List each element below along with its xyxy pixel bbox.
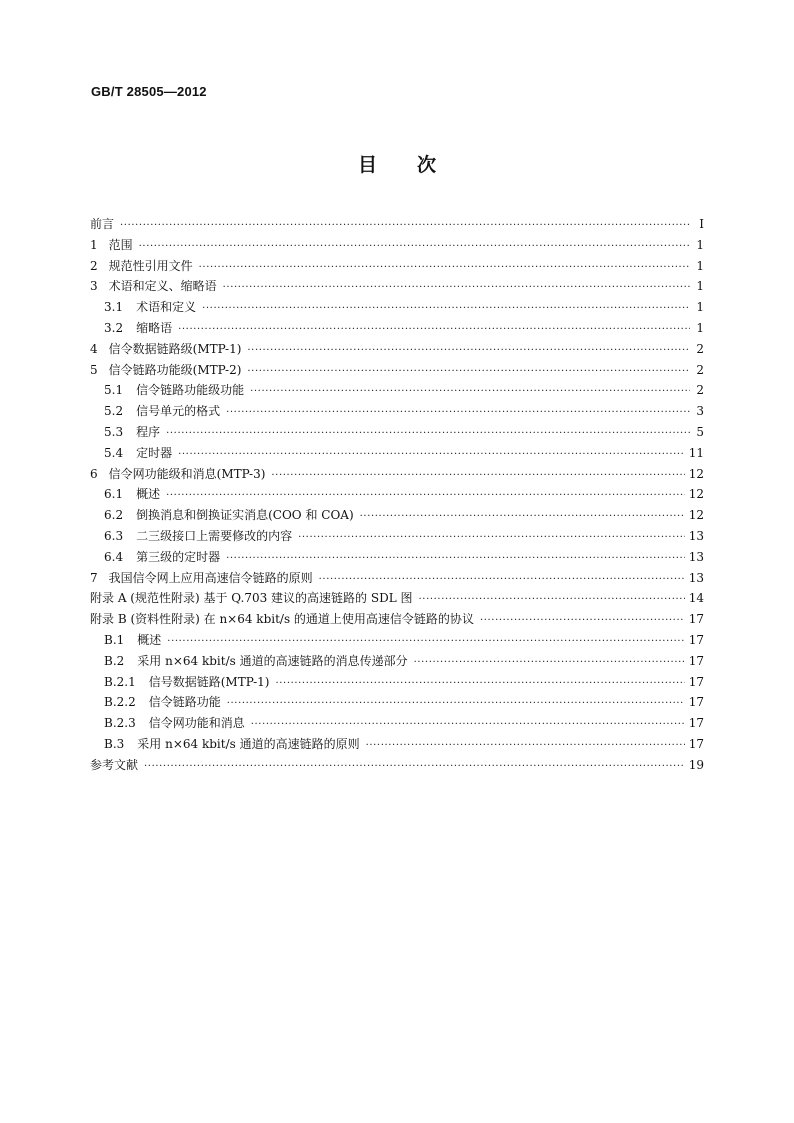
toc-dot-leader (250, 382, 690, 403)
toc-entry[interactable] (90, 422, 704, 443)
toc-entry-label: 术语和定义 (136, 300, 197, 315)
toc-dot-leader (275, 674, 684, 695)
toc-entry-page: 13 (688, 570, 704, 585)
toc-dot-leader (178, 445, 685, 466)
toc-dot-leader (166, 486, 685, 507)
toc-entry[interactable] (90, 318, 704, 339)
toc-entry[interactable] (90, 651, 704, 672)
toc-entry-page: 17 (688, 612, 704, 627)
toc-entry[interactable] (90, 443, 704, 464)
toc-entry[interactable] (90, 755, 704, 776)
toc-dot-leader (139, 237, 690, 258)
toc-entry-label: 定时器 (136, 445, 173, 460)
toc-entry-number: B.2 (104, 653, 125, 668)
toc-entry-label: 信令网功能级和消息(MTP-3) (108, 466, 266, 481)
toc-entry-page: 1 (696, 300, 704, 315)
toc-entry-label: 概述 (136, 487, 161, 502)
toc-entry-label: 信令数据链路级(MTP-1) (108, 341, 242, 356)
toc-dot-leader (167, 632, 684, 653)
toc-dot-leader (247, 362, 690, 383)
toc-entry-label: 信令链路功能级功能 (136, 383, 245, 398)
toc-entry-number: 5.4 (104, 445, 124, 460)
toc-entry-page: 1 (696, 258, 704, 273)
toc-entry-page: 1 (696, 279, 704, 294)
toc-entry-page: 17 (688, 632, 704, 647)
toc-entry-number: 2 (90, 258, 98, 273)
toc-entry[interactable] (90, 360, 704, 381)
toc-entry[interactable] (90, 276, 704, 297)
toc-dot-leader (223, 278, 690, 299)
toc-entry-page: 1 (696, 237, 704, 252)
toc-dot-leader (226, 549, 685, 570)
toc-dot-leader (199, 258, 690, 279)
toc-entry[interactable] (90, 526, 704, 547)
toc-entry-label: 信号单元的格式 (136, 404, 221, 419)
toc-entry-page: 5 (696, 424, 704, 439)
toc-entry[interactable] (90, 588, 704, 609)
toc-entry[interactable] (90, 692, 704, 713)
toc-entry[interactable] (90, 713, 704, 734)
toc-entry-page: 1 (696, 320, 704, 335)
toc-entry-page: 17 (688, 736, 704, 751)
toc-dot-leader (271, 466, 684, 487)
toc-dot-leader (178, 320, 690, 341)
toc-entry[interactable] (90, 297, 704, 318)
toc-dot-leader (360, 507, 685, 528)
toc-entry[interactable] (90, 484, 704, 505)
toc-entry-number: 3 (90, 279, 98, 294)
toc-dot-leader (226, 403, 690, 424)
toc-entry-number: 6.3 (104, 528, 124, 543)
toc-entry-label: 附录 B (资料性附录) 在 n×64 kbit/s 的通道上使用高速信令链路的协议 (90, 612, 474, 627)
toc-entry-number: 5 (90, 362, 98, 377)
toc-entry-label: 规范性引用文件 (108, 258, 193, 273)
toc-entry[interactable] (90, 339, 704, 360)
toc-dot-leader (480, 611, 685, 632)
toc-entry-number: 5.3 (104, 424, 124, 439)
toc-entry[interactable] (90, 547, 704, 568)
toc-entry-label: 术语和定义、缩略语 (108, 279, 217, 294)
toc-entry-page: 2 (696, 362, 704, 377)
toc-dot-leader (166, 424, 690, 445)
toc-entry-number: 3.2 (104, 320, 124, 335)
toc-entry-number: 4 (90, 341, 98, 356)
toc-entry[interactable] (90, 256, 704, 277)
toc-entry-page: 19 (688, 757, 704, 772)
standard-number: GB/T 28505—2012 (91, 84, 207, 99)
toc-entry-number: 6.1 (104, 487, 124, 502)
toc-entry[interactable] (90, 505, 704, 526)
toc-entry-page: 11 (688, 445, 704, 460)
toc-entry-label: 第三级的定时器 (136, 549, 221, 564)
toc-entry-number: 6 (90, 466, 98, 481)
toc-entry-number: B.2.2 (104, 695, 136, 710)
toc-entry-page: 14 (688, 591, 704, 606)
toc-entry-label: 参考文献 (90, 757, 139, 772)
toc-entry-label: 前言 (90, 217, 115, 231)
toc-dot-leader (202, 299, 690, 320)
toc-entry[interactable] (90, 464, 704, 485)
toc-entry-number: B.2.1 (104, 674, 136, 689)
toc-entry[interactable] (90, 734, 704, 755)
toc-entry-page: 3 (696, 404, 704, 419)
toc-dot-leader (419, 590, 685, 611)
toc-dot-leader (227, 694, 685, 715)
toc-entry-label: 信令链路功能 (148, 695, 221, 710)
toc-dot-leader (144, 757, 685, 778)
toc-entry-label: 采用 n×64 kbit/s 通道的高速链路的消息传递部分 (137, 653, 408, 668)
toc-entry[interactable] (90, 630, 704, 651)
toc-entry[interactable] (90, 401, 704, 422)
toc-entry-label: 程序 (136, 424, 161, 439)
toc-dot-leader (247, 341, 690, 362)
toc-entry-number: 3.1 (104, 300, 124, 315)
toc-entry-page: 12 (688, 508, 704, 523)
toc-entry-page: 2 (696, 383, 704, 398)
toc-entry[interactable] (90, 214, 704, 235)
toc-entry-label: 信令网功能和消息 (148, 716, 245, 731)
toc-entry-label: 缩略语 (136, 320, 173, 335)
toc-entry-label: 概述 (137, 632, 162, 647)
toc-entry-number: 5.2 (104, 404, 124, 419)
toc-entry-page: 13 (688, 549, 704, 564)
toc-dot-leader (251, 715, 685, 736)
table-of-contents (90, 214, 704, 776)
toc-entry-label: 信令链路功能级(MTP-2) (108, 362, 242, 377)
toc-entry[interactable] (90, 235, 704, 256)
toc-entry[interactable] (90, 380, 704, 401)
toc-entry-number: 7 (90, 570, 98, 585)
page-title: 目次 (357, 154, 476, 176)
toc-entry-label: 采用 n×64 kbit/s 通道的高速链路的原则 (137, 736, 360, 751)
toc-entry-number: 6.4 (104, 549, 124, 564)
toc-entry-number: B.1 (104, 632, 125, 647)
toc-dot-leader (120, 216, 690, 237)
toc-entry-label: 附录 A (规范性附录) 基于 Q.703 建议的高速链路的 SDL 图 (90, 591, 413, 606)
toc-entry[interactable] (90, 672, 704, 693)
toc-entry-label: 我国信令网上应用高速信令链路的原则 (108, 570, 313, 585)
toc-entry-label: 倒换消息和倒换证实消息(COO 和 COA) (136, 508, 354, 523)
toc-entry-page: 17 (688, 674, 704, 689)
toc-entry-page: 17 (688, 695, 704, 710)
toc-entry-number: B.3 (104, 736, 125, 751)
toc-dot-leader (319, 570, 685, 591)
toc-entry-page: Ⅰ (699, 217, 704, 231)
toc-entry-page: 12 (688, 466, 704, 481)
toc-entry-label: 信号数据链路(MTP-1) (148, 674, 270, 689)
toc-entry-page: 12 (688, 487, 704, 502)
toc-entry-label: 范围 (108, 237, 133, 252)
toc-entry-page: 2 (696, 341, 704, 356)
toc-entry-number: 5.1 (104, 383, 124, 398)
toc-entry-number: 6.2 (104, 508, 124, 523)
toc-entry-page: 17 (688, 653, 704, 668)
toc-entry[interactable] (90, 609, 704, 630)
toc-dot-leader (298, 528, 685, 549)
toc-entry-page: 13 (688, 528, 704, 543)
toc-entry-page: 17 (688, 716, 704, 731)
toc-entry-label: 二三级接口上需要修改的内容 (136, 528, 293, 543)
toc-dot-leader (414, 653, 685, 674)
toc-entry-number: 1 (90, 237, 98, 252)
toc-dot-leader (366, 736, 685, 757)
toc-entry[interactable] (90, 568, 704, 589)
toc-entry-number: B.2.3 (104, 716, 136, 731)
